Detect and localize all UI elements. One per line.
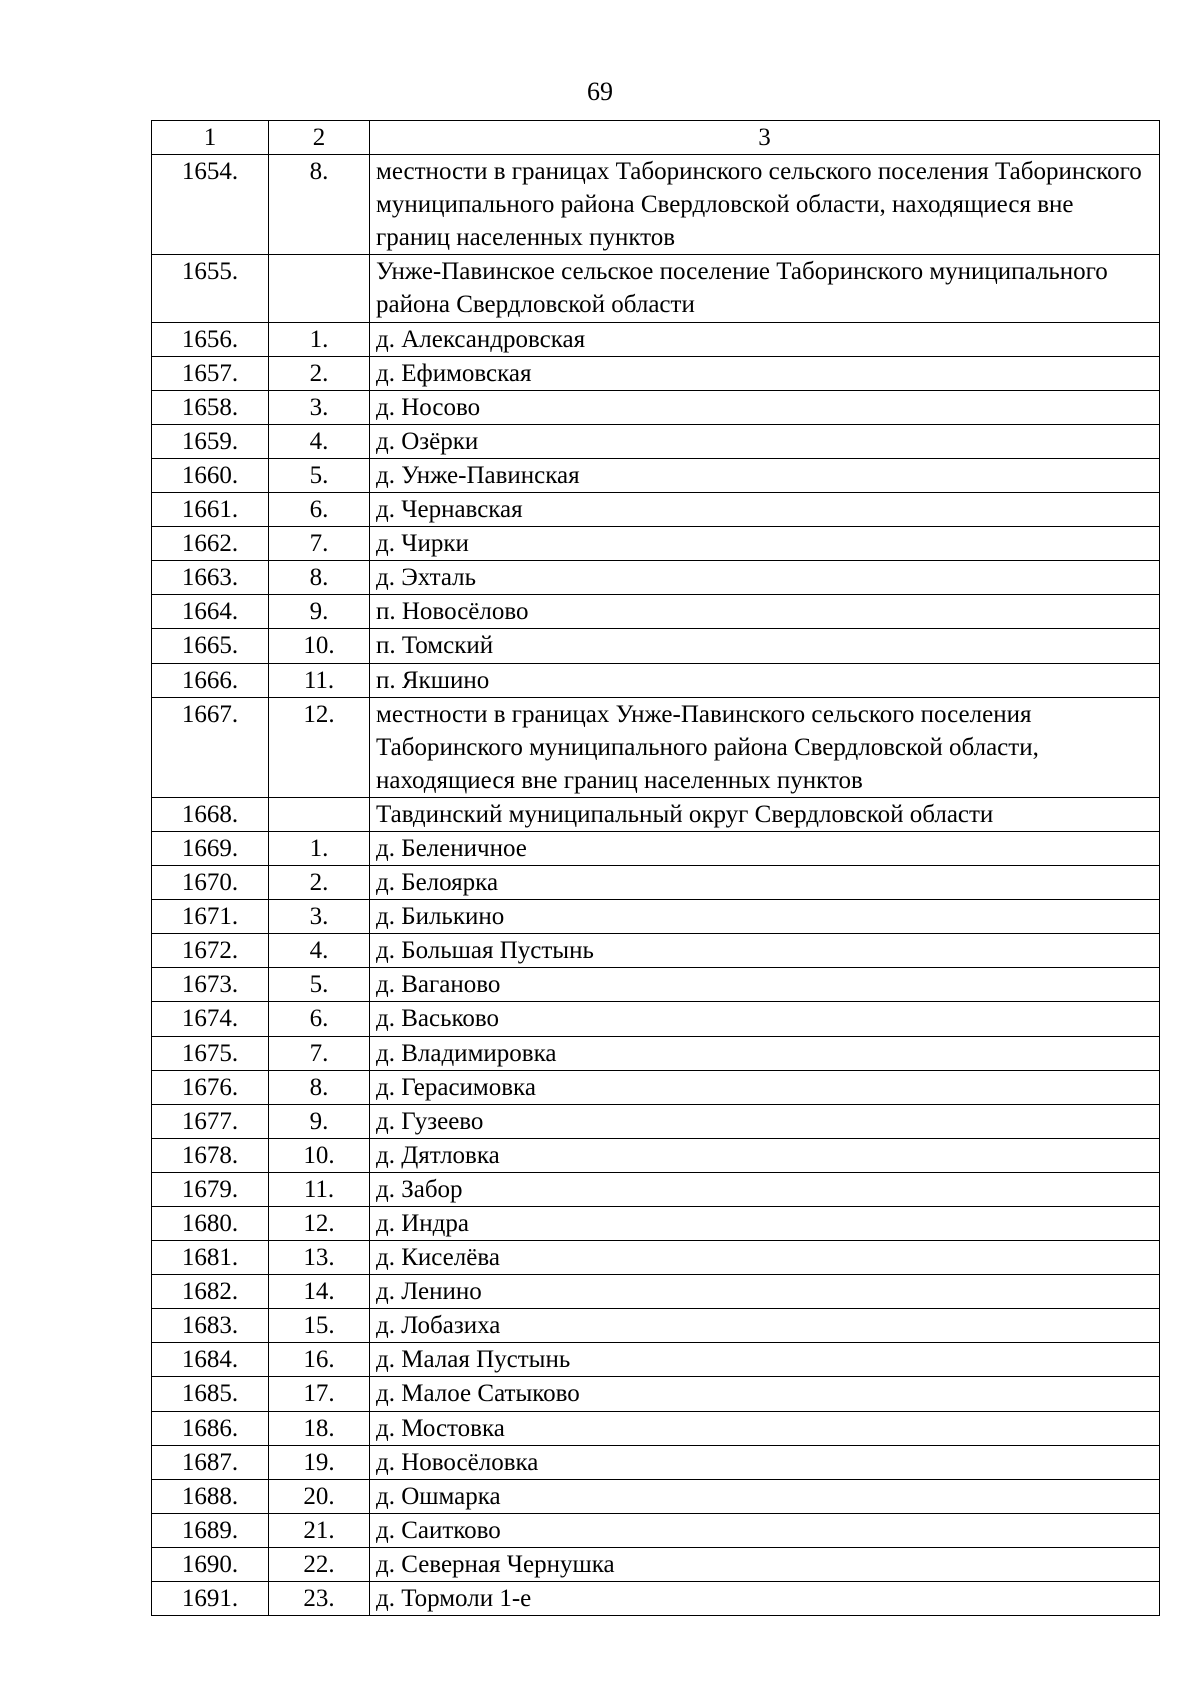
row-name-cell: д. Новосёловка	[370, 1445, 1160, 1479]
row-number-cell: 1658.	[152, 390, 269, 424]
row-index-cell	[269, 797, 370, 831]
row-number-cell: 1688.	[152, 1479, 269, 1513]
table-row	[152, 934, 1160, 968]
row-index-cell: 10.	[269, 1138, 370, 1172]
row-index-cell: 4.	[269, 934, 370, 968]
row-name-cell: д. Малая Пустынь	[370, 1343, 1160, 1377]
table-row	[152, 1309, 1160, 1343]
row-name-cell: Унже-Павинское сельское поселение Таборинского муниципального района Свердловской области	[370, 255, 1160, 322]
table-row	[152, 1275, 1160, 1309]
row-index-cell: 17.	[269, 1377, 370, 1411]
table-row	[152, 1479, 1160, 1513]
row-index-cell: 11.	[269, 1172, 370, 1206]
row-index-cell: 16.	[269, 1343, 370, 1377]
table-row	[152, 1377, 1160, 1411]
table-row	[152, 1513, 1160, 1547]
header-cell-2: 2	[269, 121, 370, 155]
row-index-cell: 5.	[269, 968, 370, 1002]
table-row	[152, 1070, 1160, 1104]
row-index-cell: 23.	[269, 1582, 370, 1616]
row-name-cell: д. Озёрки	[370, 424, 1160, 458]
row-number-cell: 1683.	[152, 1309, 269, 1343]
row-number-cell: 1691.	[152, 1582, 269, 1616]
row-name-cell: п. Новосёлово	[370, 595, 1160, 629]
table-row	[152, 697, 1160, 797]
row-number-cell: 1654.	[152, 155, 269, 255]
table-row	[152, 1172, 1160, 1206]
row-number-cell: 1659.	[152, 424, 269, 458]
row-number-cell: 1666.	[152, 663, 269, 697]
table-row	[152, 1547, 1160, 1581]
table-row	[152, 424, 1160, 458]
table-row	[152, 595, 1160, 629]
table-row	[152, 322, 1160, 356]
row-index-cell: 4.	[269, 424, 370, 458]
page-number: 69	[587, 77, 613, 106]
row-number-cell: 1669.	[152, 831, 269, 865]
row-number-cell: 1689.	[152, 1513, 269, 1547]
row-index-cell: 1.	[269, 322, 370, 356]
row-name-cell: местности в границах Таборинского сельского поселения Таборинского муниципального района Свердловской области, находящиеся вне границ населенных пунктов	[370, 155, 1160, 255]
row-number-cell: 1680.	[152, 1207, 269, 1241]
row-index-cell: 3.	[269, 390, 370, 424]
row-name-cell: д. Тормоли 1-е	[370, 1582, 1160, 1616]
row-index-cell: 7.	[269, 527, 370, 561]
table-row	[152, 629, 1160, 663]
row-index-cell: 21.	[269, 1513, 370, 1547]
row-number-cell: 1674.	[152, 1002, 269, 1036]
row-index-cell: 11.	[269, 663, 370, 697]
row-number-cell: 1664.	[152, 595, 269, 629]
row-index-cell: 8.	[269, 1070, 370, 1104]
row-number-cell: 1676.	[152, 1070, 269, 1104]
table-row	[152, 155, 1160, 255]
row-number-cell: 1665.	[152, 629, 269, 663]
row-number-cell: 1672.	[152, 934, 269, 968]
row-name-cell: д. Саитково	[370, 1513, 1160, 1547]
row-index-cell: 7.	[269, 1036, 370, 1070]
row-name-cell: д. Герасимовка	[370, 1070, 1160, 1104]
row-index-cell: 18.	[269, 1411, 370, 1445]
table-row	[152, 1582, 1160, 1616]
table-row	[152, 458, 1160, 492]
row-name-cell: д. Чернавская	[370, 493, 1160, 527]
table-row	[152, 900, 1160, 934]
row-index-cell: 2.	[269, 866, 370, 900]
row-index-cell: 10.	[269, 629, 370, 663]
row-name-cell: д. Ваганово	[370, 968, 1160, 1002]
row-number-cell: 1670.	[152, 866, 269, 900]
row-index-cell: 14.	[269, 1275, 370, 1309]
table-row	[152, 1002, 1160, 1036]
row-index-cell: 6.	[269, 493, 370, 527]
row-number-cell: 1657.	[152, 356, 269, 390]
row-number-cell: 1673.	[152, 968, 269, 1002]
table-row	[152, 356, 1160, 390]
row-index-cell: 13.	[269, 1241, 370, 1275]
row-index-cell: 12.	[269, 1207, 370, 1241]
row-index-cell: 19.	[269, 1445, 370, 1479]
table-row	[152, 1241, 1160, 1275]
table-row	[152, 1343, 1160, 1377]
row-index-cell: 8.	[269, 155, 370, 255]
row-name-cell: д. Беленичное	[370, 831, 1160, 865]
table-body	[152, 121, 1160, 1616]
row-name-cell: д. Мостовка	[370, 1411, 1160, 1445]
row-number-cell: 1687.	[152, 1445, 269, 1479]
settlements-table	[151, 120, 1160, 1616]
row-name-cell: местности в границах Унже-Павинского сельского поселения Таборинского муниципального района Свердловской области, находящиеся вне границ населенных пунктов	[370, 697, 1160, 797]
row-index-cell: 1.	[269, 831, 370, 865]
row-name-cell: д. Эхталь	[370, 561, 1160, 595]
row-number-cell: 1667.	[152, 697, 269, 797]
row-name-cell: Тавдинский муниципальный округ Свердловской области	[370, 797, 1160, 831]
row-index-cell: 20.	[269, 1479, 370, 1513]
row-index-cell: 5.	[269, 458, 370, 492]
row-name-cell: д. Белоярка	[370, 866, 1160, 900]
row-number-cell: 1679.	[152, 1172, 269, 1206]
row-index-cell: 15.	[269, 1309, 370, 1343]
row-number-cell: 1686.	[152, 1411, 269, 1445]
table-row	[152, 1104, 1160, 1138]
table-row	[152, 663, 1160, 697]
row-name-cell: д. Ефимовская	[370, 356, 1160, 390]
row-number-cell: 1677.	[152, 1104, 269, 1138]
row-number-cell: 1675.	[152, 1036, 269, 1070]
row-index-cell: 22.	[269, 1547, 370, 1581]
table-row	[152, 866, 1160, 900]
row-name-cell: д. Большая Пустынь	[370, 934, 1160, 968]
row-number-cell: 1661.	[152, 493, 269, 527]
row-number-cell: 1671.	[152, 900, 269, 934]
table-header-row	[152, 121, 1160, 155]
table-row	[152, 1207, 1160, 1241]
row-name-cell: д. Чирки	[370, 527, 1160, 561]
table-row	[152, 1445, 1160, 1479]
row-number-cell: 1668.	[152, 797, 269, 831]
row-index-cell: 6.	[269, 1002, 370, 1036]
row-name-cell: д. Северная Чернушка	[370, 1547, 1160, 1581]
row-number-cell: 1655.	[152, 255, 269, 322]
table-row	[152, 831, 1160, 865]
table-row	[152, 527, 1160, 561]
row-name-cell: д. Унже-Павинская	[370, 458, 1160, 492]
table-row	[152, 1138, 1160, 1172]
row-name-cell: д. Гузеево	[370, 1104, 1160, 1138]
row-name-cell: д. Малое Сатыково	[370, 1377, 1160, 1411]
table-row	[152, 561, 1160, 595]
table-row	[152, 493, 1160, 527]
row-number-cell: 1685.	[152, 1377, 269, 1411]
row-number-cell: 1682.	[152, 1275, 269, 1309]
row-name-cell: д. Киселёва	[370, 1241, 1160, 1275]
row-number-cell: 1663.	[152, 561, 269, 595]
row-index-cell: 8.	[269, 561, 370, 595]
row-index-cell: 3.	[269, 900, 370, 934]
row-index-cell	[269, 255, 370, 322]
row-number-cell: 1678.	[152, 1138, 269, 1172]
row-index-cell: 9.	[269, 595, 370, 629]
row-number-cell: 1662.	[152, 527, 269, 561]
row-name-cell: д. Дятловка	[370, 1138, 1160, 1172]
table-row	[152, 255, 1160, 322]
row-index-cell: 2.	[269, 356, 370, 390]
row-name-cell: д. Александровская	[370, 322, 1160, 356]
row-name-cell: д. Забор	[370, 1172, 1160, 1206]
row-name-cell: д. Носово	[370, 390, 1160, 424]
row-number-cell: 1656.	[152, 322, 269, 356]
row-name-cell: п. Томский	[370, 629, 1160, 663]
row-number-cell: 1684.	[152, 1343, 269, 1377]
row-number-cell: 1660.	[152, 458, 269, 492]
row-name-cell: д. Билькино	[370, 900, 1160, 934]
table-row	[152, 797, 1160, 831]
row-index-cell: 9.	[269, 1104, 370, 1138]
row-name-cell: д. Ленино	[370, 1275, 1160, 1309]
row-name-cell: п. Якшино	[370, 663, 1160, 697]
header-cell-1: 1	[152, 121, 269, 155]
table-row	[152, 390, 1160, 424]
row-name-cell: д. Лобазиха	[370, 1309, 1160, 1343]
row-name-cell: д. Владимировка	[370, 1036, 1160, 1070]
row-number-cell: 1690.	[152, 1547, 269, 1581]
table-row	[152, 1411, 1160, 1445]
row-number-cell: 1681.	[152, 1241, 269, 1275]
row-name-cell: д. Васьково	[370, 1002, 1160, 1036]
table-row	[152, 968, 1160, 1002]
table-row	[152, 1036, 1160, 1070]
header-cell-3: 3	[370, 121, 1160, 155]
row-name-cell: д. Ошмарка	[370, 1479, 1160, 1513]
row-index-cell: 12.	[269, 697, 370, 797]
row-name-cell: д. Индра	[370, 1207, 1160, 1241]
